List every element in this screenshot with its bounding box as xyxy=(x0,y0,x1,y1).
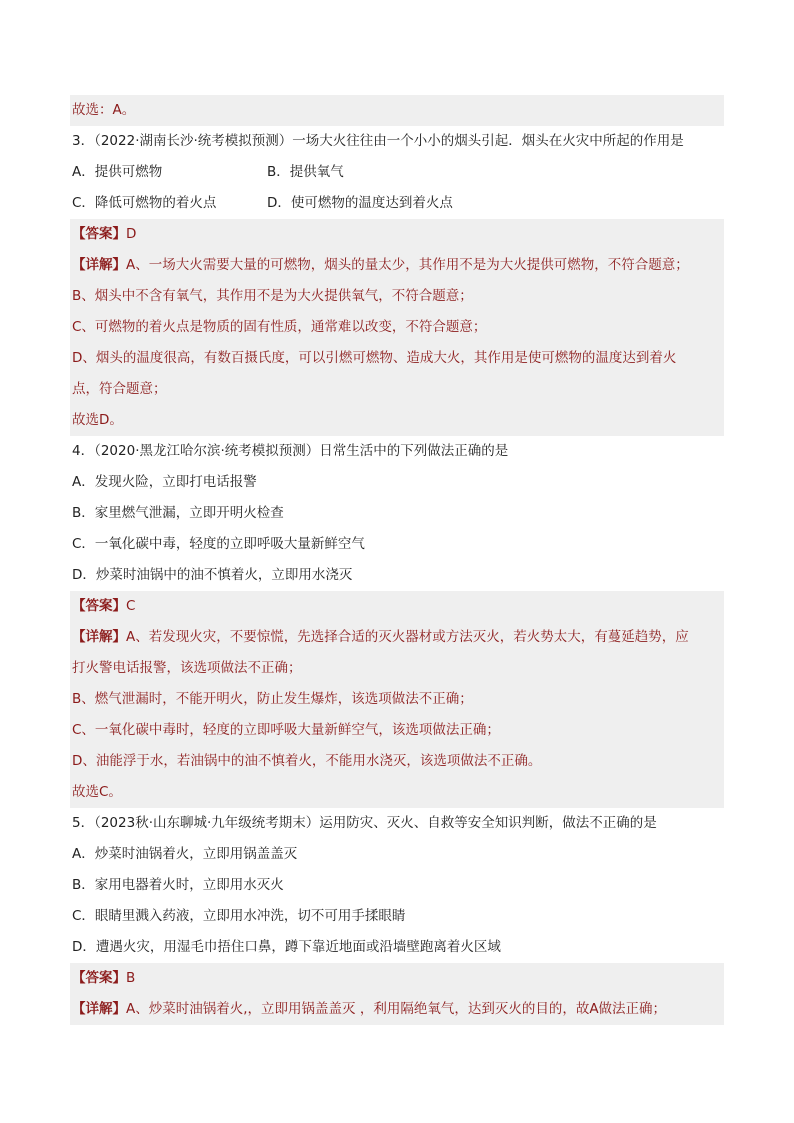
q4-detail-2: 打火警电话报警，该选项做法不正确； xyxy=(70,653,724,684)
detail-tag: 【详解】 xyxy=(72,1001,126,1017)
q3-conclusion: 故选D。 xyxy=(70,405,724,436)
q4-detail-3: B、燃气泄漏时，不能开明火，防止发生爆炸，该选项做法不正确； xyxy=(70,684,724,715)
q4-detail-4: C、一氧化碳中毒时，轻度的立即呼吸大量新鲜空气，该选项做法正确； xyxy=(70,715,724,746)
q2-conclusion: 故选：A。 xyxy=(70,95,724,126)
q3-option-d: D．使可燃物的温度达到着火点 xyxy=(267,195,453,211)
detail-tag: 【详解】 xyxy=(72,257,126,273)
answer-tag: 【答案】 xyxy=(72,598,126,614)
q3-detail-1 xyxy=(70,250,724,281)
q3-option-b: B．提供氧气 xyxy=(267,164,344,180)
q5-stem: 5．（2023秋·山东聊城·九年级统考期末）运用防灾、灭火、自救等安全知识判断，做法不正确的是 xyxy=(72,815,657,831)
q4-option-d: D．炒菜时油锅中的油不慎着火，立即用水浇灭 xyxy=(72,567,353,583)
q5-option-b: B．家用电器着火时，立即用水灭火 xyxy=(72,877,284,893)
q5-detail-1 xyxy=(70,994,724,1025)
q3-detail-4: D、烟头的温度很高，有数百摄氏度，可以引燃可燃物、造成大火，其作用是使可燃物的温度达到着火 xyxy=(70,343,724,374)
document-page xyxy=(70,95,724,1025)
detail-text: A、若发现火灾，不要惊慌，先选择合适的灭火器材或方法灭火，若火势太大，有蔓延趋势，应 xyxy=(126,629,689,645)
q3-options-row2 xyxy=(70,188,724,219)
q3-option-c: C．降低可燃物的着火点 xyxy=(72,195,217,211)
answer-tag: 【答案】 xyxy=(72,226,126,242)
q4-answer xyxy=(70,591,724,622)
answer-tag: 【答案】 xyxy=(72,970,126,986)
q3-detail-5: 点，符合题意； xyxy=(70,374,724,405)
q4-detail-1 xyxy=(70,622,724,653)
q5-option-d: D．遭遇火灾，用湿毛巾捂住口鼻，蹲下靠近地面或沿墙壁跑离着火区域 xyxy=(72,939,501,955)
answer-value: C xyxy=(126,598,136,614)
q4-option-a: A．发现火险，立即打电话报警 xyxy=(72,474,257,490)
detail-tag: 【详解】 xyxy=(72,629,126,645)
q3-option-a: A．提供可燃物 xyxy=(72,164,163,180)
q4-conclusion: 故选C。 xyxy=(70,777,724,808)
q4-option-b: B．家里燃气泄漏，立即开明火检查 xyxy=(72,505,284,521)
q4-option-c: C．一氧化碳中毒，轻度的立即呼吸大量新鲜空气 xyxy=(72,536,365,552)
answer-value: B xyxy=(126,970,136,986)
q4-stem: 4．（2020·黑龙江哈尔滨·统考模拟预测）日常生活中的下列做法正确的是 xyxy=(72,443,509,459)
q3-detail-3: C、可燃物的着火点是物质的固有性质，通常难以改变，不符合题意； xyxy=(70,312,724,343)
q3-detail-2: B、烟头中不含有氧气，其作用不是为大火提供氧气，不符合题意； xyxy=(70,281,724,312)
detail-text: A、炒菜时油锅着火,，立即用锅盖盖灭 ，利用隔绝氧气，达到灭火的目的，故A做法正确； xyxy=(126,1001,667,1017)
q5-answer xyxy=(70,963,724,994)
q4-detail-5: D、油能浮于水，若油锅中的油不慎着火，不能用水浇灭，该选项做法不正确。 xyxy=(70,746,724,777)
q5-option-c: C．眼睛里溅入药液，立即用水冲洗，切不可用手揉眼睛 xyxy=(72,908,406,924)
answer-value: D xyxy=(126,226,137,242)
q3-stem: 3．（2022·湖南长沙·统考模拟预测）一场大火往往由一个小小的烟头引起．烟头在火灾中所起的作用是 xyxy=(72,133,684,149)
detail-text: A、一场大火需要大量的可燃物，烟头的量太少，其作用不是为大火提供可燃物，不符合题意； xyxy=(126,257,689,273)
q5-option-a: A．炒菜时油锅着火，立即用锅盖盖灭 xyxy=(72,846,298,862)
q3-answer xyxy=(70,219,724,250)
q3-options-row1 xyxy=(70,157,724,188)
